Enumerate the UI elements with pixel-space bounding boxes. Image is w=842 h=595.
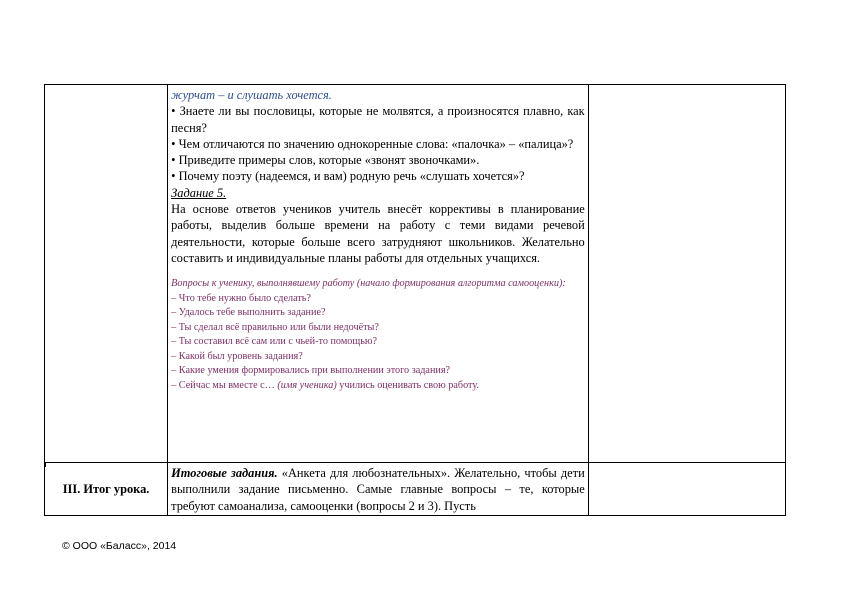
content-cell xyxy=(168,463,589,516)
stage-cell: III. Итог урока. xyxy=(45,463,168,516)
last-question-italic: (имя ученика) xyxy=(277,379,337,391)
content-cell xyxy=(168,85,589,463)
copyright-footer: © ООО «Баласс», 2014 xyxy=(62,540,177,552)
final-tasks-text: «Анкета для любознательных». Желательно, чтобы дети выполнили задание письменно. Самые главные вопросы – те, которые требуют самоанализа, самооценки (вопросы 2 и 3). Пусть xyxy=(171,466,585,513)
quote-line: журчат – и слушать хочется. xyxy=(171,88,332,102)
task-title: Задание 5. xyxy=(171,185,227,200)
questions-title: Вопросы к ученику, выполнявшему работу (начало формирования алгоритма самооценки): xyxy=(171,278,566,290)
last-question-post: учились оценивать свою работу. xyxy=(336,379,479,391)
question-line: • Чем отличаются по значению однокоренные слова: «палочка» – «палица»? xyxy=(171,136,574,151)
notes-cell-empty xyxy=(588,85,785,463)
final-tasks-label: Итоговые задания. xyxy=(171,466,278,480)
list-item: – Удалось тебе выполнить задание? xyxy=(171,307,326,319)
list-item: – Ты сделал всё правильно или были недочёты? xyxy=(171,321,379,333)
list-item: – Какие умения формировались при выполнении этого задания? xyxy=(171,365,451,377)
self-assessment-questions xyxy=(171,277,585,393)
table-row xyxy=(45,463,786,516)
last-question-pre: – Сейчас мы вместе с… xyxy=(171,379,278,391)
question-line: • Почему поэту (надеемся, и вам) родную речь «слушать хочется»? xyxy=(171,169,525,184)
list-item: – Ты составил всё сам или с чьей-то помощью? xyxy=(171,336,377,348)
question-line: • Знаете ли вы пословицы, которые не молвятся, а произносятся плавно, как песня? xyxy=(171,104,585,135)
list-item: – Что тебе нужно было сделать? xyxy=(171,292,311,304)
question-line: • Приведите примеры слов, которые «звонят звоночками». xyxy=(171,153,480,168)
task-text: На основе ответов учеников учитель внесёт коррективы в планирование работы, выделив больше времени на работу с теми видами речевой деятельности, которые больше всего затрудняют школьников. Желательно составить и индивидуальные планы работы для отдельных учащихся. xyxy=(171,202,585,265)
notes-cell-empty xyxy=(588,463,785,516)
stage-cell-empty xyxy=(45,85,168,463)
lesson-table xyxy=(44,84,786,516)
table-row xyxy=(45,85,786,463)
list-item: – Какой был уровень задания? xyxy=(171,350,303,362)
list-item xyxy=(171,379,585,394)
